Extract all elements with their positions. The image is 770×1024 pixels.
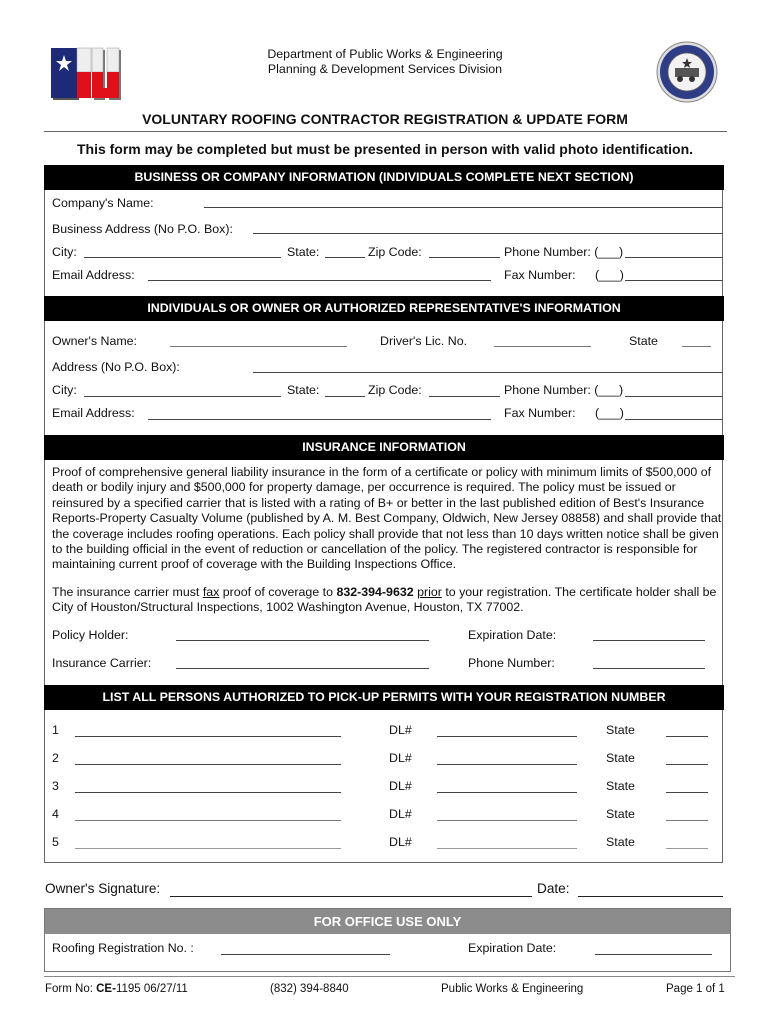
drivers-lic-label: Driver's Lic. No. bbox=[380, 334, 468, 348]
person-state-field[interactable] bbox=[666, 820, 708, 821]
title-divider bbox=[44, 131, 727, 132]
policy-holder-field[interactable] bbox=[176, 640, 429, 641]
person-dl-field[interactable] bbox=[437, 848, 577, 849]
person-dl-field[interactable] bbox=[437, 764, 577, 765]
person-name-field[interactable] bbox=[75, 736, 341, 737]
owner-state-label: State bbox=[629, 334, 658, 348]
person-dl-field[interactable] bbox=[437, 820, 577, 821]
insurance-requirements-text: Proof of comprehensive general liability insurance in the form of a certificate or policy with minimum limits of $500,000 of death or bodily injury and $500,000 for property damage, per occurrence is required. The policy must be issued or reinsured by a specified carrier that is listed with a rating of B+ or better in the last published edition of Best's Insurance Reports-Property Casualty Volume (published by A. M. Best Company, Oldwich, New Jersey 08858) and shall provide that the coverage includes roofing operations. Each policy shall provide that not less than 10 days written notice shall be given to the building official in the event of reduction or cancellation of the policy. The registered contractor is responsible for maintaining current proof of coverage with the Building Inspections Office. bbox=[52, 465, 722, 572]
business-email-label: Email Address: bbox=[52, 268, 135, 282]
owner-phone-field[interactable] bbox=[625, 396, 723, 397]
company-name-field[interactable] bbox=[204, 207, 723, 208]
business-state-field[interactable] bbox=[325, 257, 365, 258]
business-email-field[interactable] bbox=[148, 280, 491, 281]
roofing-registration-label: Roofing Registration No. : bbox=[52, 941, 194, 955]
signature-date-label: Date: bbox=[537, 881, 570, 896]
owner-address-field[interactable] bbox=[253, 372, 723, 373]
insurance-fax-instructions: The insurance carrier must fax proof of coverage to 832-394-9632 prior to your registration. The certificate holder shall be City of Houston/Structural Inspections, 1002 Washington Avenue, Houston, TX 77002. bbox=[52, 585, 717, 615]
city-of-houston-seal-icon bbox=[656, 41, 718, 103]
state-label: State bbox=[606, 779, 635, 793]
business-zip-field[interactable] bbox=[429, 257, 500, 258]
owner-email-field[interactable] bbox=[148, 419, 491, 420]
dl-label: DL# bbox=[389, 723, 412, 737]
owner-zip-label: Zip Code: bbox=[368, 383, 422, 397]
owner-state2-label: State: bbox=[287, 383, 320, 397]
person-name-field[interactable] bbox=[75, 820, 341, 821]
business-state-label: State: bbox=[287, 245, 320, 259]
business-fax-label: Fax Number: bbox=[504, 268, 576, 282]
state-label: State bbox=[606, 835, 635, 849]
row-number: 2 bbox=[52, 751, 59, 765]
persons-section-heading: LIST ALL PERSONS AUTHORIZED TO PICK-UP PERMITS WITH YOUR REGISTRATION NUMBER bbox=[44, 685, 724, 710]
person-name-field[interactable] bbox=[75, 764, 341, 765]
insurance-section-heading: INSURANCE INFORMATION bbox=[44, 435, 724, 460]
person-dl-field[interactable] bbox=[437, 792, 577, 793]
business-zip-label: Zip Code: bbox=[368, 245, 422, 259]
carrier-phone-label: Phone Number: bbox=[468, 656, 555, 670]
drivers-lic-field[interactable] bbox=[494, 346, 591, 347]
carrier-phone-field[interactable] bbox=[593, 668, 705, 669]
person-state-field[interactable] bbox=[666, 848, 708, 849]
owner-signature-label: Owner's Signature: bbox=[45, 881, 161, 896]
owner-city-label: City: bbox=[52, 383, 77, 397]
person-state-field[interactable] bbox=[666, 736, 708, 737]
signature-date-field[interactable] bbox=[578, 896, 723, 897]
state-label: State bbox=[606, 807, 635, 821]
row-number: 5 bbox=[52, 835, 59, 849]
fax-number: 832-394-9632 bbox=[336, 585, 414, 599]
insurance-carrier-label: Insurance Carrier: bbox=[52, 656, 152, 670]
office-use-heading: FOR OFFICE USE ONLY bbox=[45, 909, 730, 934]
policy-expiration-label: Expiration Date: bbox=[468, 628, 557, 642]
business-address-label: Business Address (No P.O. Box): bbox=[52, 222, 233, 236]
row-number: 4 bbox=[52, 807, 59, 821]
person-name-field[interactable] bbox=[75, 848, 341, 849]
business-fax-field[interactable] bbox=[625, 280, 723, 281]
office-expiration-label: Expiration Date: bbox=[468, 941, 557, 955]
owner-state-field[interactable] bbox=[682, 346, 711, 347]
owner-name-label: Owner's Name: bbox=[52, 334, 137, 348]
state-label: State bbox=[606, 723, 635, 737]
business-city-label: City: bbox=[52, 245, 77, 259]
owner-zip-field[interactable] bbox=[429, 396, 500, 397]
state-label: State bbox=[606, 751, 635, 765]
footer-department: Public Works & Engineering bbox=[441, 983, 584, 995]
owner-fax-label: Fax Number: bbox=[504, 406, 576, 420]
form-subtitle: This form may be completed but must be presented in person with valid photo identification. bbox=[76, 141, 694, 157]
business-city-field[interactable] bbox=[84, 257, 281, 258]
dl-label: DL# bbox=[389, 835, 412, 849]
business-fax-paren: (___) bbox=[595, 268, 624, 282]
individual-section-heading: INDIVIDUALS OR OWNER OR AUTHORIZED REPRESENTATIVE'S INFORMATION bbox=[44, 296, 724, 321]
footer-phone: (832) 394-8840 bbox=[270, 983, 349, 995]
form-title: VOLUNTARY ROOFING CONTRACTOR REGISTRATION & UPDATE FORM bbox=[142, 111, 628, 127]
person-state-field[interactable] bbox=[666, 764, 708, 765]
dl-label: DL# bbox=[389, 751, 412, 765]
person-name-field[interactable] bbox=[75, 792, 341, 793]
office-expiration-field[interactable] bbox=[595, 954, 712, 955]
dl-label: DL# bbox=[389, 807, 412, 821]
person-dl-field[interactable] bbox=[437, 736, 577, 737]
owner-fax-paren: (___) bbox=[595, 406, 624, 420]
form-number: Form No: CE-1195 06/27/11 bbox=[45, 983, 188, 995]
division-name: Planning & Development Services Division bbox=[267, 62, 503, 76]
owner-signature-field[interactable] bbox=[170, 896, 532, 897]
owner-name-field[interactable] bbox=[170, 346, 347, 347]
person-state-field[interactable] bbox=[666, 792, 708, 793]
row-number: 3 bbox=[52, 779, 59, 793]
owner-address-label: Address (No P.O. Box): bbox=[52, 360, 180, 374]
footer-divider bbox=[44, 976, 735, 977]
page-number: Page 1 of 1 bbox=[666, 983, 725, 995]
business-phone-label: Phone Number: (___) bbox=[504, 245, 624, 259]
business-address-field[interactable] bbox=[253, 233, 723, 234]
owner-phone-label: Phone Number: (___) bbox=[504, 383, 624, 397]
owner-city-field[interactable] bbox=[84, 396, 281, 397]
city-seal bbox=[656, 41, 718, 103]
row-number: 1 bbox=[52, 723, 59, 737]
business-section-heading: BUSINESS OR COMPANY INFORMATION (INDIVIDUALS COMPLETE NEXT SECTION) bbox=[44, 165, 724, 190]
policy-expiration-field[interactable] bbox=[593, 640, 705, 641]
owner-email-label: Email Address: bbox=[52, 406, 135, 420]
business-phone-field[interactable] bbox=[625, 257, 723, 258]
owner-state2-field[interactable] bbox=[325, 396, 365, 397]
office-use-box bbox=[44, 908, 731, 972]
owner-fax-field[interactable] bbox=[625, 419, 723, 420]
company-name-label: Company's Name: bbox=[52, 196, 154, 210]
roofing-registration-field[interactable] bbox=[221, 954, 390, 955]
policy-holder-label: Policy Holder: bbox=[52, 628, 129, 642]
insurance-carrier-field[interactable] bbox=[176, 668, 429, 669]
department-name: Department of Public Works & Engineering bbox=[267, 47, 503, 61]
dl-label: DL# bbox=[389, 779, 412, 793]
